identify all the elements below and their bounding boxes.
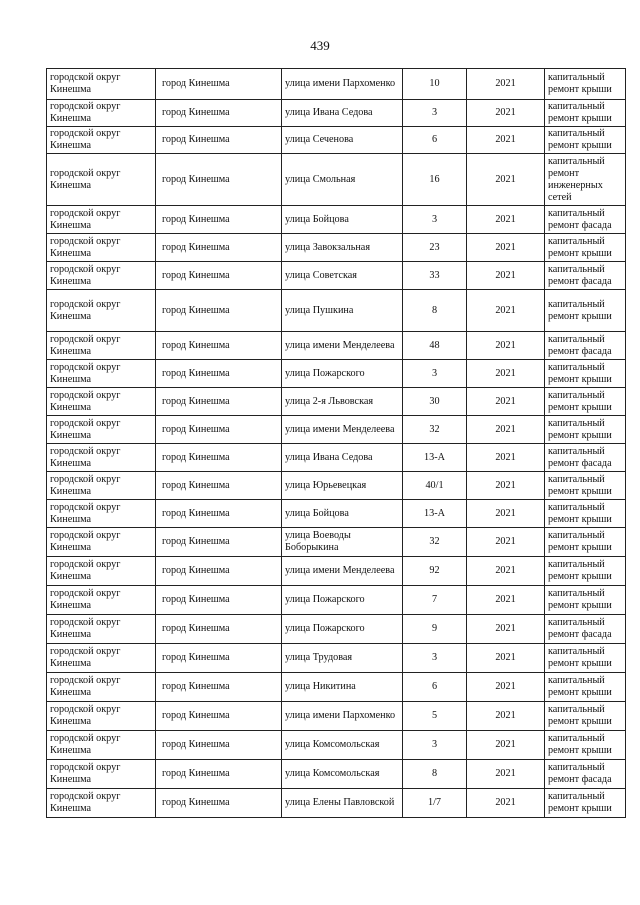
table-row [47,332,626,360]
municipality-cell: городской округ Кинешма [47,360,156,388]
work-type-cell: капитальный ремонт фасада [545,444,626,472]
house-number-cell: 40/1 [403,472,467,500]
municipality-cell: городской округ Кинешма [47,615,156,644]
table-body [47,69,626,818]
work-type-cell: капитальный ремонт крыши [545,789,626,818]
house-number-cell: 33 [403,262,467,290]
table-row [47,528,626,557]
municipality-cell: городской округ Кинешма [47,332,156,360]
street-cell: улица имени Менделеева [282,416,403,444]
city-cell: город Кинешма [156,262,282,290]
year-cell: 2021 [467,731,545,760]
work-type-cell: капитальный ремонт фасада [545,615,626,644]
street-cell: улица Трудовая [282,644,403,673]
city-cell: город Кинешма [156,154,282,206]
city-cell: город Кинешма [156,731,282,760]
table-row [47,760,626,789]
city-cell: город Кинешма [156,127,282,154]
table-row [47,388,626,416]
city-cell: город Кинешма [156,388,282,416]
house-number-cell: 3 [403,644,467,673]
work-type-cell: капитальный ремонт крыши [545,528,626,557]
table-row [47,154,626,206]
city-cell: город Кинешма [156,789,282,818]
repair-schedule-table [46,68,626,818]
table-row [47,360,626,388]
table-row [47,615,626,644]
work-type-cell: капитальный ремонт крыши [545,416,626,444]
municipality-cell: городской округ Кинешма [47,528,156,557]
house-number-cell: 7 [403,586,467,615]
table-row [47,416,626,444]
work-type-cell: капитальный ремонт крыши [545,290,626,332]
year-cell: 2021 [467,100,545,127]
table-row [47,290,626,332]
year-cell: 2021 [467,234,545,262]
table-row [47,586,626,615]
work-type-cell: капитальный ремонт крыши [545,127,626,154]
year-cell: 2021 [467,69,545,100]
year-cell: 2021 [467,702,545,731]
table-row [47,234,626,262]
work-type-cell: капитальный ремонт крыши [545,702,626,731]
work-type-cell: капитальный ремонт крыши [545,388,626,416]
street-cell: улица Комсомольская [282,760,403,789]
house-number-cell: 48 [403,332,467,360]
municipality-cell: городской округ Кинешма [47,234,156,262]
house-number-cell: 6 [403,673,467,702]
municipality-cell: городской округ Кинешма [47,444,156,472]
city-cell: город Кинешма [156,472,282,500]
street-cell: улица Воеводы Боборыкина [282,528,403,557]
street-cell: улица Пожарского [282,360,403,388]
work-type-cell: капитальный ремонт крыши [545,360,626,388]
year-cell: 2021 [467,127,545,154]
table-row [47,731,626,760]
street-cell: улица Бойцова [282,206,403,234]
municipality-cell: городской округ Кинешма [47,416,156,444]
year-cell: 2021 [467,360,545,388]
street-cell: улица Юрьевецкая [282,472,403,500]
municipality-cell: городской округ Кинешма [47,673,156,702]
street-cell: улица Ивана Седова [282,444,403,472]
house-number-cell: 5 [403,702,467,731]
house-number-cell: 23 [403,234,467,262]
street-cell: улица имени Пархоменко [282,69,403,100]
city-cell: город Кинешма [156,360,282,388]
street-cell: улица Пожарского [282,586,403,615]
work-type-cell: капитальный ремонт фасада [545,206,626,234]
table-row [47,100,626,127]
city-cell: город Кинешма [156,234,282,262]
municipality-cell: городской округ Кинешма [47,500,156,528]
page-number: 439 [310,38,330,53]
year-cell: 2021 [467,332,545,360]
year-cell: 2021 [467,528,545,557]
year-cell: 2021 [467,262,545,290]
table-row [47,69,626,100]
house-number-cell: 8 [403,290,467,332]
municipality-cell: городской округ Кинешма [47,154,156,206]
work-type-cell: капитальный ремонт крыши [545,472,626,500]
municipality-cell: городской округ Кинешма [47,702,156,731]
table-row [47,644,626,673]
street-cell: улица Сеченова [282,127,403,154]
street-cell: улица Елены Павловской [282,789,403,818]
city-cell: город Кинешма [156,100,282,127]
city-cell: город Кинешма [156,673,282,702]
street-cell: улица имени Менделеева [282,332,403,360]
city-cell: город Кинешма [156,500,282,528]
year-cell: 2021 [467,760,545,789]
city-cell: город Кинешма [156,644,282,673]
house-number-cell: 13-А [403,500,467,528]
city-cell: город Кинешма [156,528,282,557]
municipality-cell: городской округ Кинешма [47,100,156,127]
table-row [47,472,626,500]
work-type-cell: капитальный ремонт крыши [545,586,626,615]
table-row [47,789,626,818]
street-cell: улица Смольная [282,154,403,206]
work-type-cell: капитальный ремонт фасада [545,262,626,290]
year-cell: 2021 [467,644,545,673]
house-number-cell: 3 [403,360,467,388]
street-cell: улица Комсомольская [282,731,403,760]
house-number-cell: 32 [403,416,467,444]
street-cell: улица Ивана Седова [282,100,403,127]
municipality-cell: городской округ Кинешма [47,127,156,154]
city-cell: город Кинешма [156,615,282,644]
house-number-cell: 3 [403,206,467,234]
house-number-cell: 3 [403,100,467,127]
house-number-cell: 16 [403,154,467,206]
year-cell: 2021 [467,206,545,234]
municipality-cell: городской округ Кинешма [47,586,156,615]
table-row [47,557,626,586]
work-type-cell: капитальный ремонт крыши [545,731,626,760]
street-cell: улица 2-я Львовская [282,388,403,416]
house-number-cell: 6 [403,127,467,154]
work-type-cell: капитальный ремонт крыши [545,500,626,528]
year-cell: 2021 [467,154,545,206]
municipality-cell: городской округ Кинешма [47,206,156,234]
table-row [47,127,626,154]
city-cell: город Кинешма [156,586,282,615]
street-cell: улица Советская [282,262,403,290]
house-number-cell: 8 [403,760,467,789]
house-number-cell: 10 [403,69,467,100]
municipality-cell: городской округ Кинешма [47,472,156,500]
street-cell: улица Завокзальная [282,234,403,262]
work-type-cell: капитальный ремонт крыши [545,673,626,702]
city-cell: город Кинешма [156,332,282,360]
city-cell: город Кинешма [156,760,282,789]
work-type-cell: капитальный ремонт фасада [545,332,626,360]
city-cell: город Кинешма [156,206,282,234]
year-cell: 2021 [467,557,545,586]
municipality-cell: городской округ Кинешма [47,69,156,100]
city-cell: город Кинешма [156,557,282,586]
municipality-cell: городской округ Кинешма [47,731,156,760]
house-number-cell: 1/7 [403,789,467,818]
street-cell: улица Пушкина [282,290,403,332]
table-row [47,500,626,528]
municipality-cell: городской округ Кинешма [47,262,156,290]
municipality-cell: городской округ Кинешма [47,644,156,673]
year-cell: 2021 [467,388,545,416]
table-row [47,702,626,731]
house-number-cell: 30 [403,388,467,416]
year-cell: 2021 [467,444,545,472]
year-cell: 2021 [467,500,545,528]
street-cell: улица имени Пархоменко [282,702,403,731]
work-type-cell: капитальный ремонт крыши [545,100,626,127]
year-cell: 2021 [467,789,545,818]
street-cell: улица Никитина [282,673,403,702]
municipality-cell: городской округ Кинешма [47,290,156,332]
street-cell: улица Пожарского [282,615,403,644]
municipality-cell: городской округ Кинешма [47,388,156,416]
house-number-cell: 13-А [403,444,467,472]
year-cell: 2021 [467,586,545,615]
municipality-cell: городской округ Кинешма [47,760,156,789]
work-type-cell: капитальный ремонт крыши [545,69,626,100]
work-type-cell: капитальный ремонт крыши [545,644,626,673]
city-cell: город Кинешма [156,69,282,100]
house-number-cell: 92 [403,557,467,586]
city-cell: город Кинешма [156,702,282,731]
street-cell: улица Бойцова [282,500,403,528]
table-row [47,444,626,472]
municipality-cell: городской округ Кинешма [47,557,156,586]
work-type-cell: капитальный ремонт крыши [545,557,626,586]
year-cell: 2021 [467,472,545,500]
house-number-cell: 32 [403,528,467,557]
work-type-cell: капитальный ремонт фасада [545,760,626,789]
work-type-cell: капитальный ремонт крыши [545,234,626,262]
municipality-cell: городской округ Кинешма [47,789,156,818]
city-cell: город Кинешма [156,416,282,444]
street-cell: улица имени Менделеева [282,557,403,586]
work-type-cell: капитальный ремонт инженерных сетей [545,154,626,206]
year-cell: 2021 [467,290,545,332]
table-row [47,262,626,290]
house-number-cell: 9 [403,615,467,644]
city-cell: город Кинешма [156,444,282,472]
city-cell: город Кинешма [156,290,282,332]
house-number-cell: 3 [403,731,467,760]
year-cell: 2021 [467,673,545,702]
table-row [47,673,626,702]
year-cell: 2021 [467,615,545,644]
year-cell: 2021 [467,416,545,444]
table-row [47,206,626,234]
